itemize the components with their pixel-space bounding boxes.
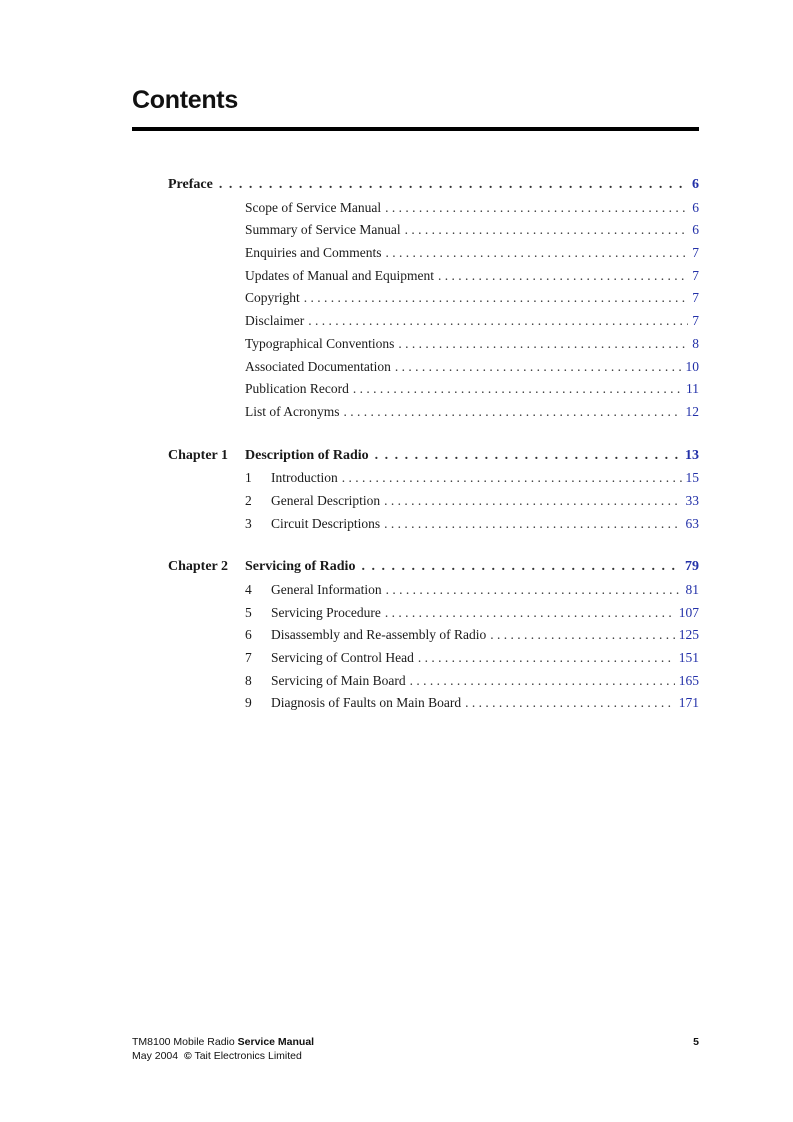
toc-entry-label: [245, 624, 486, 647]
toc-entry[interactable]: [168, 579, 699, 602]
dot-leader: [418, 647, 675, 670]
toc-page-link[interactable]: 107: [678, 604, 699, 620]
dot-leader: [385, 197, 688, 220]
footer-copyright: [132, 1049, 302, 1063]
footer-manual: Service Manual: [237, 1036, 315, 1048]
toc-entry-label: Typographical Conventions: [245, 335, 395, 351]
toc-entry-label: [245, 670, 406, 693]
section-number: 1: [245, 470, 252, 486]
dot-leader: [344, 401, 682, 424]
toc-entry[interactable]: [168, 624, 699, 647]
toc-entry[interactable]: [168, 265, 699, 288]
toc-entry-label: [245, 513, 380, 536]
section-number: 8: [245, 672, 252, 688]
footer-line-2: [132, 1049, 699, 1063]
toc-entry-preface[interactable]: [168, 174, 699, 197]
section-title: Diagnosis of Faults on Main Board: [271, 695, 462, 711]
title-rule: [132, 127, 699, 131]
toc-entry-label: Summary of Service Manual: [245, 222, 401, 238]
page-title: Contents: [132, 86, 238, 114]
toc-entry[interactable]: [168, 310, 699, 333]
toc-page-link[interactable]: 7: [692, 313, 699, 329]
dot-leader: [385, 242, 688, 265]
page-footer: [132, 1035, 699, 1063]
toc-entry[interactable]: [168, 602, 699, 625]
section-number: 2: [245, 492, 252, 508]
copyright-icon: ©: [183, 1050, 192, 1062]
dot-leader: [375, 445, 681, 468]
section-title: Servicing of Main Board: [271, 672, 406, 688]
section-title: Disassembly and Re-assembly of Radio: [271, 627, 487, 643]
section-number: 7: [245, 650, 252, 666]
toc-entry-label: Preface: [168, 177, 213, 192]
toc-page-link[interactable]: 12: [685, 403, 699, 419]
section-title: Circuit Descriptions: [271, 515, 381, 531]
toc-page-link[interactable]: 165: [678, 672, 699, 688]
toc-entry-label: [245, 579, 382, 602]
toc-entry[interactable]: [168, 513, 699, 536]
dot-leader: [410, 670, 675, 693]
footer-date: May 2004: [132, 1050, 179, 1062]
toc-entry-label: Description of Radio: [245, 447, 369, 463]
section-title: General Description: [271, 492, 381, 508]
toc-page-link[interactable]: 7: [692, 290, 699, 306]
toc-section-preface: [168, 174, 699, 424]
toc-page-link[interactable]: 7: [692, 267, 699, 283]
toc-entry[interactable]: [168, 242, 699, 265]
toc-page-link[interactable]: 125: [678, 627, 699, 643]
toc-page-link[interactable]: 8: [692, 335, 699, 351]
toc-entry[interactable]: [168, 287, 699, 310]
section-title: Introduction: [271, 470, 338, 486]
dot-leader: [219, 174, 688, 197]
toc-entry[interactable]: [168, 490, 699, 513]
dot-leader: [398, 333, 688, 356]
toc-entry-label: Publication Record: [245, 381, 349, 397]
toc-entry-chapter-1[interactable]: [168, 445, 699, 468]
toc-entry-label: [245, 647, 414, 670]
section-title: Servicing of Control Head: [271, 650, 414, 666]
section-title: General Information: [271, 582, 382, 597]
toc-entry[interactable]: [168, 219, 699, 242]
dot-leader: [342, 467, 682, 490]
chapter-tag: Chapter 1: [168, 447, 229, 463]
dot-leader: [438, 265, 688, 288]
dot-leader: [386, 579, 682, 602]
toc-entry-label: [245, 602, 381, 625]
section-number: 5: [245, 604, 252, 620]
toc-page-link[interactable]: 151: [678, 650, 699, 666]
toc-entry-label: Enquiries and Comments: [245, 245, 382, 261]
toc-page-link[interactable]: 15: [685, 470, 699, 486]
toc-entry[interactable]: [168, 692, 699, 715]
toc-entry-label: Scope of Service Manual: [245, 199, 382, 215]
toc-entry[interactable]: [168, 356, 699, 379]
dot-leader: [304, 287, 688, 310]
toc-page-link[interactable]: 11: [686, 381, 699, 397]
toc-page-link[interactable]: 13: [685, 447, 699, 463]
toc-entry[interactable]: [168, 378, 699, 401]
dot-leader: [405, 219, 689, 242]
section-title: Servicing Procedure: [271, 604, 381, 620]
toc-section-chapter-1: [168, 445, 699, 536]
toc-entry-label: [245, 490, 380, 513]
toc-entry[interactable]: [168, 670, 699, 693]
footer-company: Tait Electronics Limited: [194, 1050, 302, 1062]
toc-page-link[interactable]: 33: [685, 492, 699, 508]
toc-entry-label: Servicing of Radio: [245, 559, 356, 575]
dot-leader: [353, 378, 682, 401]
toc-page-link[interactable]: 6: [692, 222, 699, 238]
toc-entry[interactable]: [168, 333, 699, 356]
toc-entry[interactable]: [168, 401, 699, 424]
toc-entry[interactable]: [168, 647, 699, 670]
toc-page-link[interactable]: 6: [692, 199, 699, 215]
toc-entry-label: Associated Documentation: [245, 358, 391, 374]
section-number: 4: [245, 582, 252, 597]
toc-page-link[interactable]: 6: [692, 177, 699, 192]
toc-page-link[interactable]: 7: [692, 245, 699, 261]
toc-entry-chapter-2[interactable]: [168, 556, 699, 579]
dot-leader: [384, 513, 681, 536]
dot-leader: [465, 692, 675, 715]
footer-doc-title: [132, 1035, 314, 1049]
section-number: 9: [245, 695, 252, 711]
dot-leader: [395, 356, 682, 379]
toc-entry[interactable]: [168, 197, 699, 220]
table-of-contents: [168, 174, 699, 736]
dot-leader: [385, 602, 675, 625]
toc-entry-label: List of Acronyms: [245, 403, 340, 419]
dot-leader: [384, 490, 681, 513]
toc-entry-label: [245, 467, 338, 490]
footer-product: TM8100 Mobile Radio: [132, 1036, 235, 1048]
toc-page-link[interactable]: 63: [685, 515, 699, 531]
toc-entry-label: Copyright: [245, 290, 300, 306]
section-number: 6: [245, 627, 252, 643]
toc-entry-label: Updates of Manual and Equipment: [245, 267, 434, 283]
toc-entry-label: Disclaimer: [245, 313, 305, 329]
footer-line-1: [132, 1035, 699, 1049]
toc-entry[interactable]: [168, 467, 699, 490]
toc-page-link[interactable]: 81: [685, 582, 699, 597]
dot-leader: [490, 624, 675, 647]
section-number: 3: [245, 515, 252, 531]
toc-page-link[interactable]: 79: [685, 559, 699, 575]
chapter-tag: Chapter 2: [168, 559, 229, 575]
toc-page-link[interactable]: 171: [678, 695, 699, 711]
toc-section-chapter-2: [168, 556, 699, 715]
page-number: 5: [693, 1036, 699, 1048]
toc-entry-label: [245, 692, 461, 715]
toc-page-link[interactable]: 10: [685, 358, 699, 374]
dot-leader: [308, 310, 688, 333]
dot-leader: [361, 556, 681, 579]
